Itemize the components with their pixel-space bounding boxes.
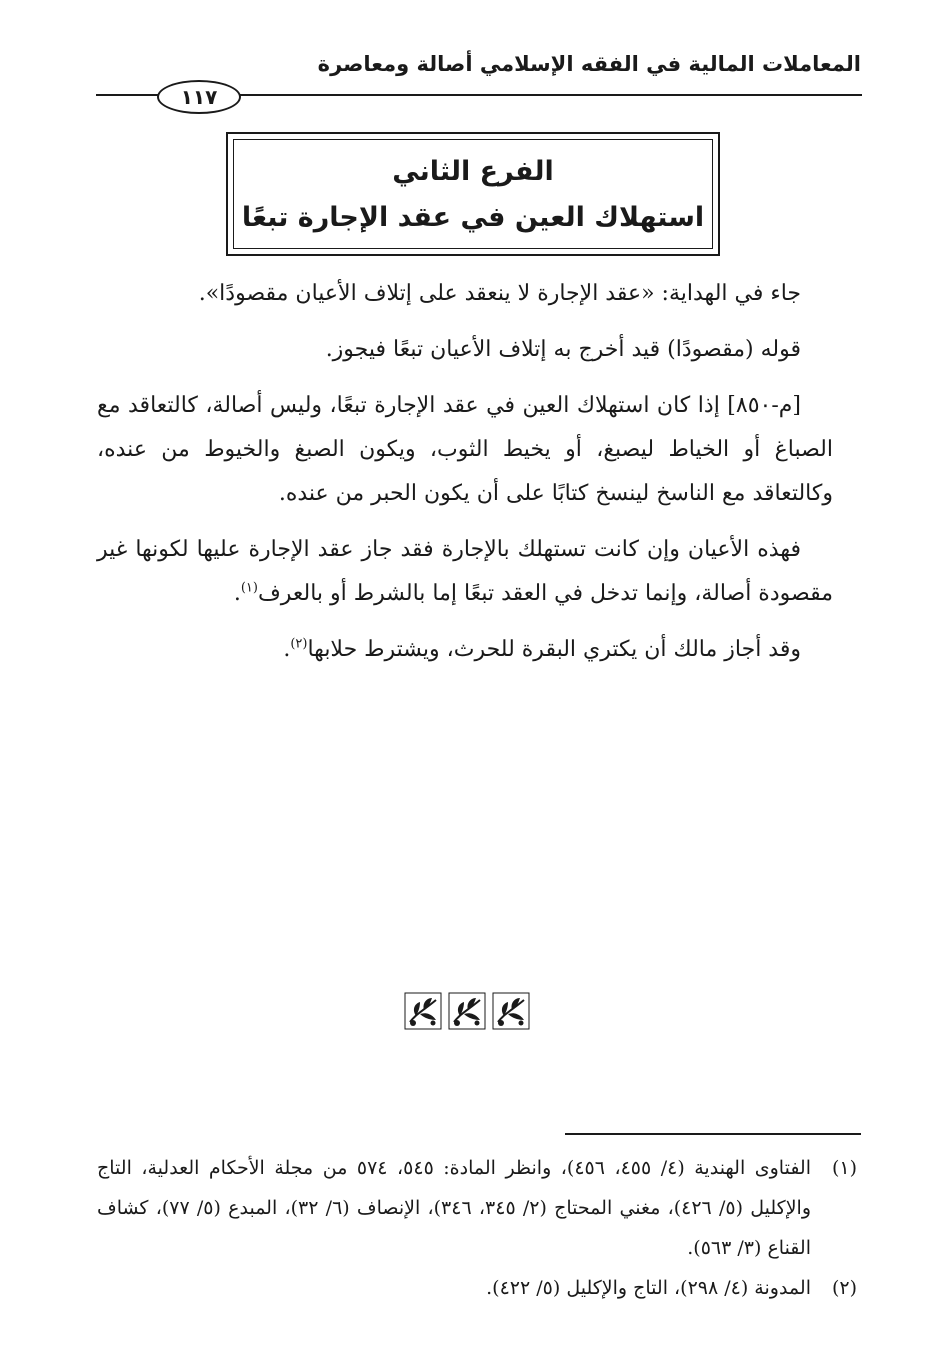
branch-title: الفرع الثاني [392,156,554,187]
section-title-box [226,132,720,256]
section-subtitle: استهلاك العين في عقد الإجارة تبعًا [241,202,705,233]
footnote-separator [565,1133,861,1135]
footnote-text: المدونة (٤/ ٢٩٨)، التاج والإكليل (٥/ ٤٢٢). [486,1277,811,1299]
section-end-ornament [404,992,530,1030]
footnotes [97,1148,857,1308]
floral-ornament-icon [448,992,486,1030]
footnote [97,1148,857,1268]
floral-ornament-icon [492,992,530,1030]
floral-ornament-icon [404,992,442,1030]
paragraph: وقد أجاز مالك أن يكتري البقرة للحرث، ويشترط حلابها$^{(٢)}$. [283,636,801,662]
footnote-reference[interactable]: (١) [240,580,258,596]
footnote [97,1268,857,1308]
footnote-number: (٢) [831,1277,857,1299]
body-text [97,272,833,684]
footnote-text: الفتاوى الهندية (٤/ ٤٥٥، ٤٥٦)، وانظر المادة: ٥٤٥، ٥٧٤ من مجلة الأحكام العدلية، التاج والإكليل (٥/ ٤٢٦)، مغني المحتاج (٢/ ٣٤٥، ٣٤٦)، الإنصاف (٦/ ٣٢)، المبدع (٥/ ٧٧)، كشاف القناع (٣/ ٥٦٣). [97,1157,812,1259]
footnote-number: (١) [831,1157,857,1179]
footnote-reference[interactable]: (٢) [290,636,308,652]
paragraph: جاء في الهداية: «عقد الإجارة لا ينعقد على إتلاف الأعيان مقصودًا». [198,281,801,306]
paragraph: [م-٨٥٠] إذا كان استهلاك العين في عقد الإجارة تبعًا، وليس أصالة، كالتعاقد مع الصباغ أو الخياط ليصبغ، أو يخيط الثوب، ويكون الصبغ والخيوط من عنده، وكالتعاقد مع الناسخ لينسخ كتابًا على أن يكون الحبر من عنده. [97,393,833,506]
paragraph: فهذه الأعيان وإن كانت تستهلك بالإجارة فقد جاز عقد الإجارة عليها لكونها غير مقصودة أصالة، وإنما تدخل في العقد تبعًا إما بالشرط أو بالعرف$^{(١)}$. [97,537,833,606]
running-header-title: المعاملات المالية في الفقه الإسلامي أصالة ومعاصرة [317,52,861,76]
page-number: ١١٧ [157,80,241,114]
paragraph: قوله (مقصودًا) قيد أخرج به إتلاف الأعيان تبعًا فيجوز. [325,337,801,362]
